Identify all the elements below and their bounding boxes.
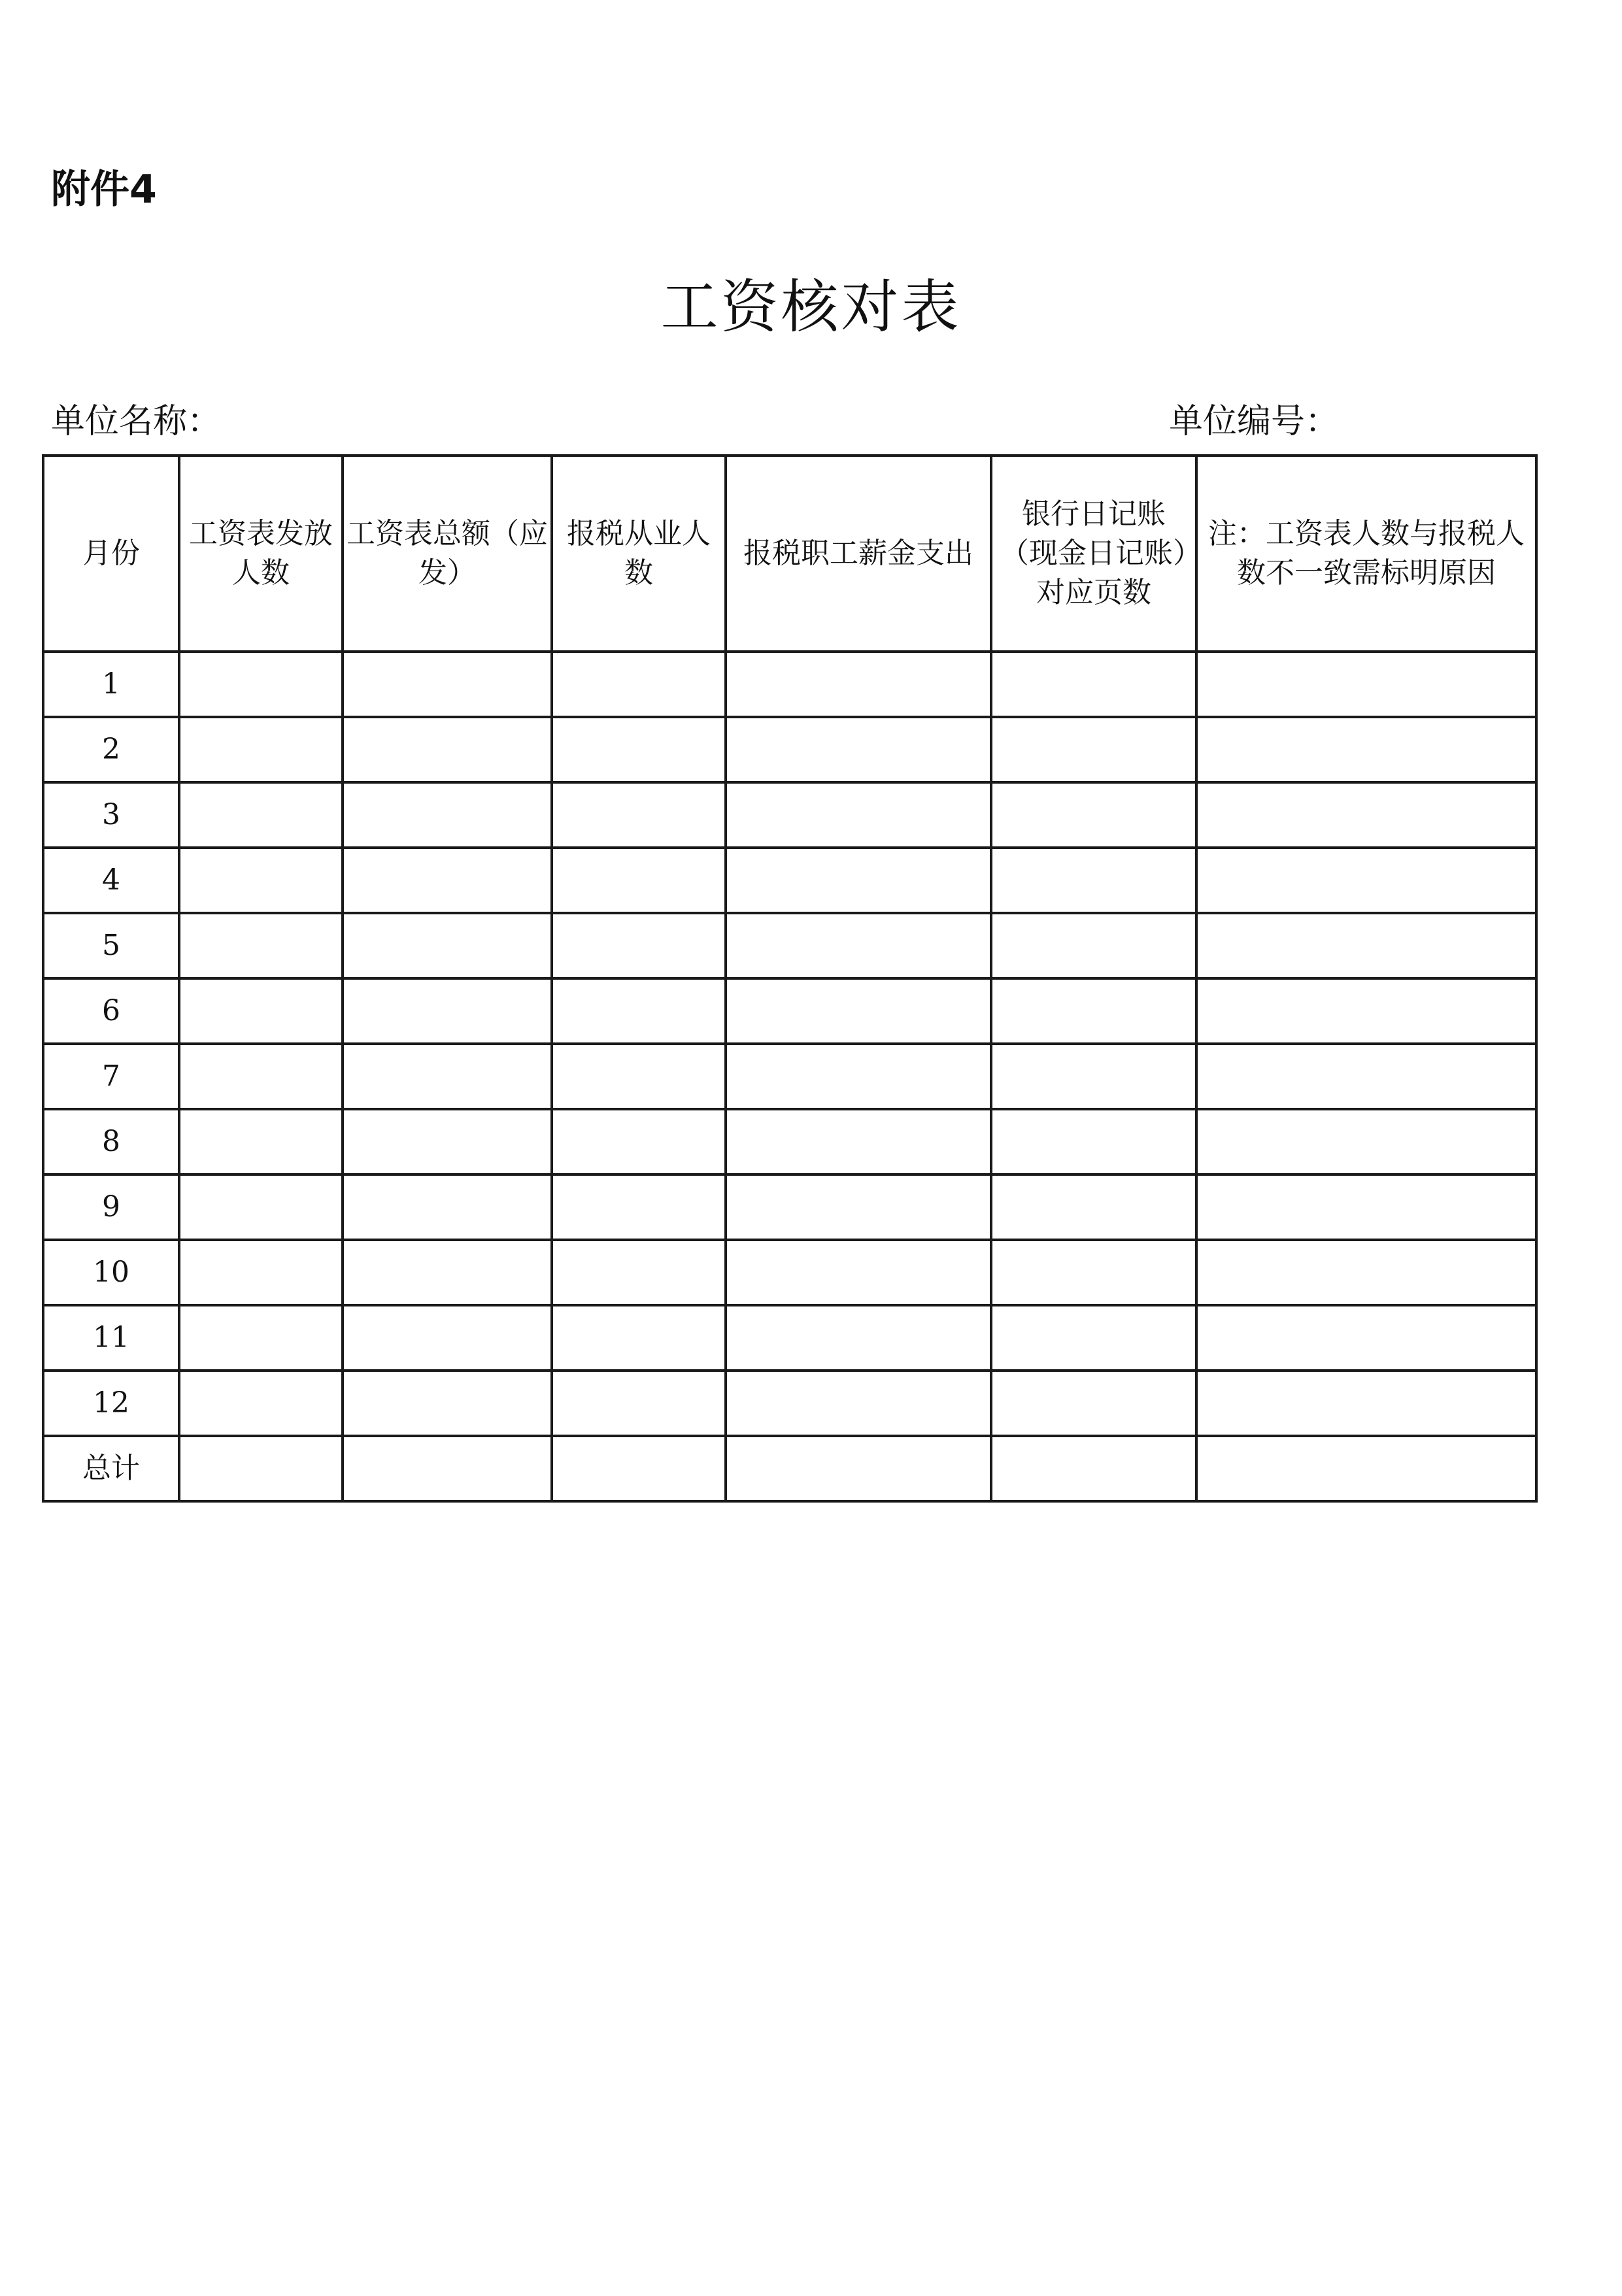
note-cell[interactable] [1196, 1305, 1536, 1371]
payroll-total-cell[interactable] [343, 782, 552, 848]
salary-check-table [42, 454, 1538, 1503]
table-row [43, 848, 1536, 913]
payroll-headcount-cell[interactable] [179, 717, 343, 782]
journal-pages-cell[interactable] [991, 782, 1196, 848]
payroll-headcount-cell[interactable] [179, 1371, 343, 1436]
page-title: 工资核对表 [660, 273, 962, 341]
header-tax-employees: 报税从业人数 [552, 456, 726, 652]
tax-employees-cell[interactable] [552, 652, 726, 717]
payroll-total-cell[interactable] [343, 978, 552, 1044]
header-month: 月份 [43, 456, 179, 652]
tax-salary-expense-cell[interactable] [726, 1436, 991, 1501]
table-row [43, 1436, 1536, 1501]
note-cell[interactable] [1196, 782, 1536, 848]
header-payroll-headcount: 工资表发放人数 [179, 456, 343, 652]
journal-pages-cell[interactable] [991, 913, 1196, 978]
payroll-total-cell[interactable] [343, 913, 552, 978]
journal-pages-cell[interactable] [991, 1174, 1196, 1240]
table-row [43, 1240, 1536, 1305]
payroll-total-cell[interactable] [343, 1371, 552, 1436]
tax-salary-expense-cell[interactable] [726, 1305, 991, 1371]
note-cell[interactable] [1196, 652, 1536, 717]
tax-salary-expense-cell[interactable] [726, 913, 991, 978]
journal-pages-cell[interactable] [991, 717, 1196, 782]
payroll-total-cell[interactable] [343, 848, 552, 913]
month-cell: 7 [43, 1044, 179, 1109]
note-cell[interactable] [1196, 848, 1536, 913]
payroll-headcount-cell[interactable] [179, 782, 343, 848]
payroll-total-cell[interactable] [343, 717, 552, 782]
tax-salary-expense-cell[interactable] [726, 782, 991, 848]
month-cell: 8 [43, 1109, 179, 1174]
table-row [43, 978, 1536, 1044]
note-cell[interactable] [1196, 913, 1536, 978]
payroll-headcount-cell[interactable] [179, 1240, 343, 1305]
table-header-row [43, 456, 1536, 652]
table-row [43, 782, 1536, 848]
tax-employees-cell[interactable] [552, 1174, 726, 1240]
tax-salary-expense-cell[interactable] [726, 1371, 991, 1436]
journal-pages-cell[interactable] [991, 1240, 1196, 1305]
journal-pages-cell[interactable] [991, 1305, 1196, 1371]
journal-pages-cell[interactable] [991, 1436, 1196, 1501]
month-cell: 6 [43, 978, 179, 1044]
tax-salary-expense-cell[interactable] [726, 1240, 991, 1305]
header-note: 注：工资表人数与报税人数不一致需标明原因 [1196, 456, 1536, 652]
note-cell[interactable] [1196, 1436, 1536, 1501]
tax-employees-cell[interactable] [552, 1371, 726, 1436]
note-cell[interactable] [1196, 1240, 1536, 1305]
tax-employees-cell[interactable] [552, 1109, 726, 1174]
note-cell[interactable] [1196, 978, 1536, 1044]
tax-employees-cell[interactable] [552, 717, 726, 782]
payroll-total-cell[interactable] [343, 1436, 552, 1501]
payroll-headcount-cell[interactable] [179, 978, 343, 1044]
table-row [43, 1044, 1536, 1109]
month-cell: 12 [43, 1371, 179, 1436]
tax-salary-expense-cell[interactable] [726, 652, 991, 717]
note-cell[interactable] [1196, 717, 1536, 782]
journal-pages-cell[interactable] [991, 652, 1196, 717]
header-tax-salary-expense: 报税职工薪金支出 [726, 456, 991, 652]
journal-pages-cell[interactable] [991, 1371, 1196, 1436]
header-journal-pages: 银行日记账（现金日记账）对应页数 [991, 456, 1196, 652]
journal-pages-cell[interactable] [991, 1109, 1196, 1174]
unit-code-label: 单位编号： [1169, 402, 1340, 441]
month-cell: 5 [43, 913, 179, 978]
table-row [43, 652, 1536, 717]
journal-pages-cell[interactable] [991, 978, 1196, 1044]
month-cell: 2 [43, 717, 179, 782]
tax-salary-expense-cell[interactable] [726, 848, 991, 913]
payroll-headcount-cell[interactable] [179, 848, 343, 913]
table-body [43, 652, 1536, 1501]
payroll-total-cell[interactable] [343, 1305, 552, 1371]
payroll-total-cell[interactable] [343, 1240, 552, 1305]
payroll-total-cell[interactable] [343, 1174, 552, 1240]
unit-name-label: 单位名称： [51, 402, 222, 441]
payroll-headcount-cell[interactable] [179, 1174, 343, 1240]
tax-salary-expense-cell[interactable] [726, 1174, 991, 1240]
month-cell: 总计 [43, 1436, 179, 1501]
payroll-headcount-cell[interactable] [179, 1044, 343, 1109]
payroll-total-cell[interactable] [343, 1044, 552, 1109]
note-cell[interactable] [1196, 1371, 1536, 1436]
tax-salary-expense-cell[interactable] [726, 717, 991, 782]
payroll-headcount-cell[interactable] [179, 652, 343, 717]
journal-pages-cell[interactable] [991, 848, 1196, 913]
tax-employees-cell[interactable] [552, 978, 726, 1044]
month-cell: 11 [43, 1305, 179, 1371]
month-cell: 10 [43, 1240, 179, 1305]
tax-employees-cell[interactable] [552, 913, 726, 978]
table-row [43, 1174, 1536, 1240]
tax-salary-expense-cell[interactable] [726, 1044, 991, 1109]
payroll-headcount-cell[interactable] [179, 913, 343, 978]
tax-employees-cell[interactable] [552, 782, 726, 848]
month-cell: 3 [43, 782, 179, 848]
payroll-headcount-cell[interactable] [179, 1305, 343, 1371]
tax-salary-expense-cell[interactable] [726, 978, 991, 1044]
tax-employees-cell[interactable] [552, 1240, 726, 1305]
table-row [43, 717, 1536, 782]
payroll-headcount-cell[interactable] [179, 1436, 343, 1501]
payroll-headcount-cell[interactable] [179, 1109, 343, 1174]
table-row [43, 1371, 1536, 1436]
header-payroll-total: 工资表总额（应发） [343, 456, 552, 652]
note-cell[interactable] [1196, 1044, 1536, 1109]
month-cell: 9 [43, 1174, 179, 1240]
table-row [43, 1305, 1536, 1371]
attachment-label: 附件4 [51, 167, 157, 212]
tax-employees-cell[interactable] [552, 1044, 726, 1109]
month-cell: 1 [43, 652, 179, 717]
payroll-total-cell[interactable] [343, 652, 552, 717]
table-row [43, 913, 1536, 978]
note-cell[interactable] [1196, 1174, 1536, 1240]
tax-employees-cell[interactable] [552, 1436, 726, 1501]
table-row [43, 1109, 1536, 1174]
tax-employees-cell[interactable] [552, 1305, 726, 1371]
journal-pages-cell[interactable] [991, 1044, 1196, 1109]
note-cell[interactable] [1196, 1109, 1536, 1174]
tax-salary-expense-cell[interactable] [726, 1109, 991, 1174]
payroll-total-cell[interactable] [343, 1109, 552, 1174]
tax-employees-cell[interactable] [552, 848, 726, 913]
month-cell: 4 [43, 848, 179, 913]
